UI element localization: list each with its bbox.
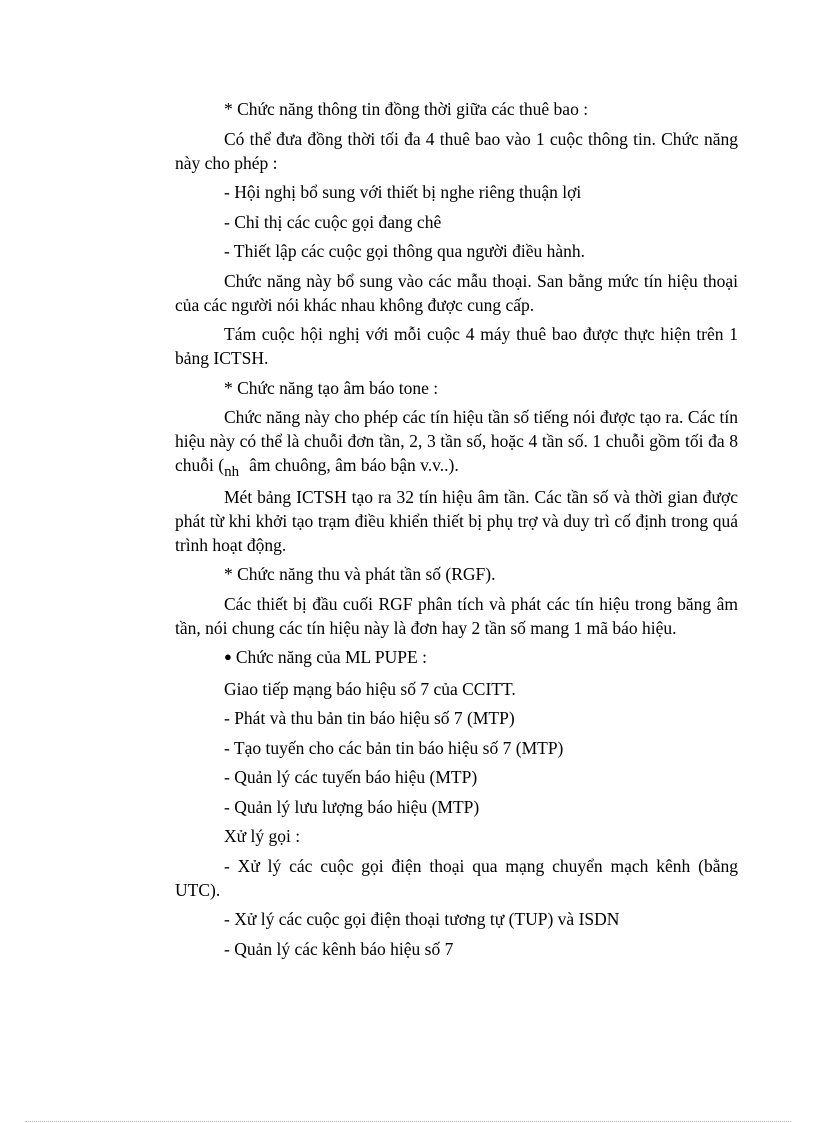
heading-ml-pupe [175, 645, 738, 671]
paragraph-text: Có thể đưa đồng thời tối đa 4 thuê bao vào 1 cuộc thông tin. Chức năng này cho phép : [175, 128, 738, 173]
list-item-mtp-link-management [175, 765, 738, 789]
paragraph-rgf-terminals [175, 592, 738, 640]
list-item-tup-isdn-calls [175, 907, 738, 931]
paragraph-text: - Quản lý các tuyến báo hiệu (MTP) [224, 767, 478, 787]
paragraph-text: Xử lý gọi : [224, 826, 301, 846]
paragraph-text: - Tạo tuyến cho các bản tin báo hiệu số 7 (MTP) [224, 737, 564, 758]
paragraph-ictsh-tones [175, 485, 738, 557]
paragraph-text: - Phát và thu bản tin báo hiệu số 7 (MTP) [224, 708, 515, 728]
list-item-circuit-switched-calls [175, 854, 738, 902]
paragraph-tone-signals [175, 405, 738, 479]
paragraph-text: Chức năng này bổ sung vào các mẫu thoại. San bằng mức tín hiệu thoại của các người nói khác nhau không được cung cấp. [175, 270, 738, 315]
list-item-busy-indication [175, 210, 738, 234]
list-item-operator-calls [175, 239, 738, 263]
heading-tone-generation [175, 376, 738, 400]
paragraph-text: âm chuông, âm báo bận v.v..). [249, 455, 459, 475]
heading-call-processing [175, 824, 738, 848]
paragraph-text: - Quản lý lưu lượng báo hiệu (MTP) [224, 796, 480, 817]
subscript-fragment: nh [224, 464, 240, 480]
paragraph-text: * Chức năng thông tin đồng thời giữa các thuê bao : [224, 99, 589, 119]
heading-rgf-function [175, 562, 738, 586]
paragraph-text: Mét bảng ICTSH tạo ra 32 tín hiệu âm tần. Các tần số và thời gian được phát từ khi khởi tạo trạm điều khiển thiết bị phụ trợ và duy trì cố định trong quá trình hoạt động. [175, 486, 738, 555]
list-item-conference-listening [175, 180, 738, 204]
paragraph-text: - Thiết lập các cuộc gọi thông qua người điều hành. [224, 241, 586, 261]
paragraph-text: * Chức năng tạo âm báo tone : [224, 377, 439, 398]
heading-simultaneous-communication [175, 97, 738, 121]
list-item-signalling-channels [175, 937, 738, 961]
paragraph-text: - Xử lý các cuộc gọi điện thoại tương tự (TUP) và ISDN [224, 909, 620, 929]
paragraph-text: Giao tiếp mạng báo hiệu số 7 của CCITT. [224, 678, 516, 699]
paragraph-text: Chức năng này cho phép các tín hiệu tần số tiếng nói được tạo ra. Các tín hiệu này có thể là chuỗi đơn tần, 2, 3 tần số, hoặc 4 tần số. 1 chuỗi gồm tối đa 8 chuỗi ( [175, 407, 738, 475]
paragraph-ccitt-interface [175, 677, 738, 701]
paragraph-text: Các thiết bị đầu cuối RGF phân tích và phát các tín hiệu trong băng âm tần, nói chung các tín hiệu này là đơn hay 2 tần số mang 1 mã báo hiệu. [175, 593, 738, 638]
paragraph-text: Chức năng của ML PUPE : [235, 647, 427, 667]
paragraph-text: - Quản lý các kênh báo hiệu số 7 [224, 938, 454, 959]
paragraph-text: * Chức năng thu và phát tần số (RGF). [224, 564, 496, 584]
paragraph-text: - Xử lý các cuộc gọi điện thoại qua mạng chuyển mạch kênh (bằng UTC). [175, 855, 738, 900]
list-item-mtp-send-receive [175, 706, 738, 730]
page-bottom-divider [25, 1121, 791, 1122]
bullet-icon: ● [224, 649, 232, 664]
paragraph-text: - Chỉ thị các cuộc gọi đang chê [224, 211, 442, 232]
list-item-mtp-traffic-management [175, 795, 738, 819]
paragraph-text: - Hội nghị bổ sung với thiết bị nghe riêng thuận lợi [224, 182, 582, 202]
list-item-mtp-routing [175, 736, 738, 760]
paragraph-text: Tám cuộc hội nghị với mỗi cuộc 4 máy thuê bao được thực hiện trên 1 bảng ICTSH. [175, 324, 738, 368]
document-body [175, 97, 738, 966]
paragraph-conference-intro [175, 127, 738, 175]
paragraph-voice-levels [175, 269, 738, 317]
paragraph-eight-conferences [175, 322, 738, 370]
